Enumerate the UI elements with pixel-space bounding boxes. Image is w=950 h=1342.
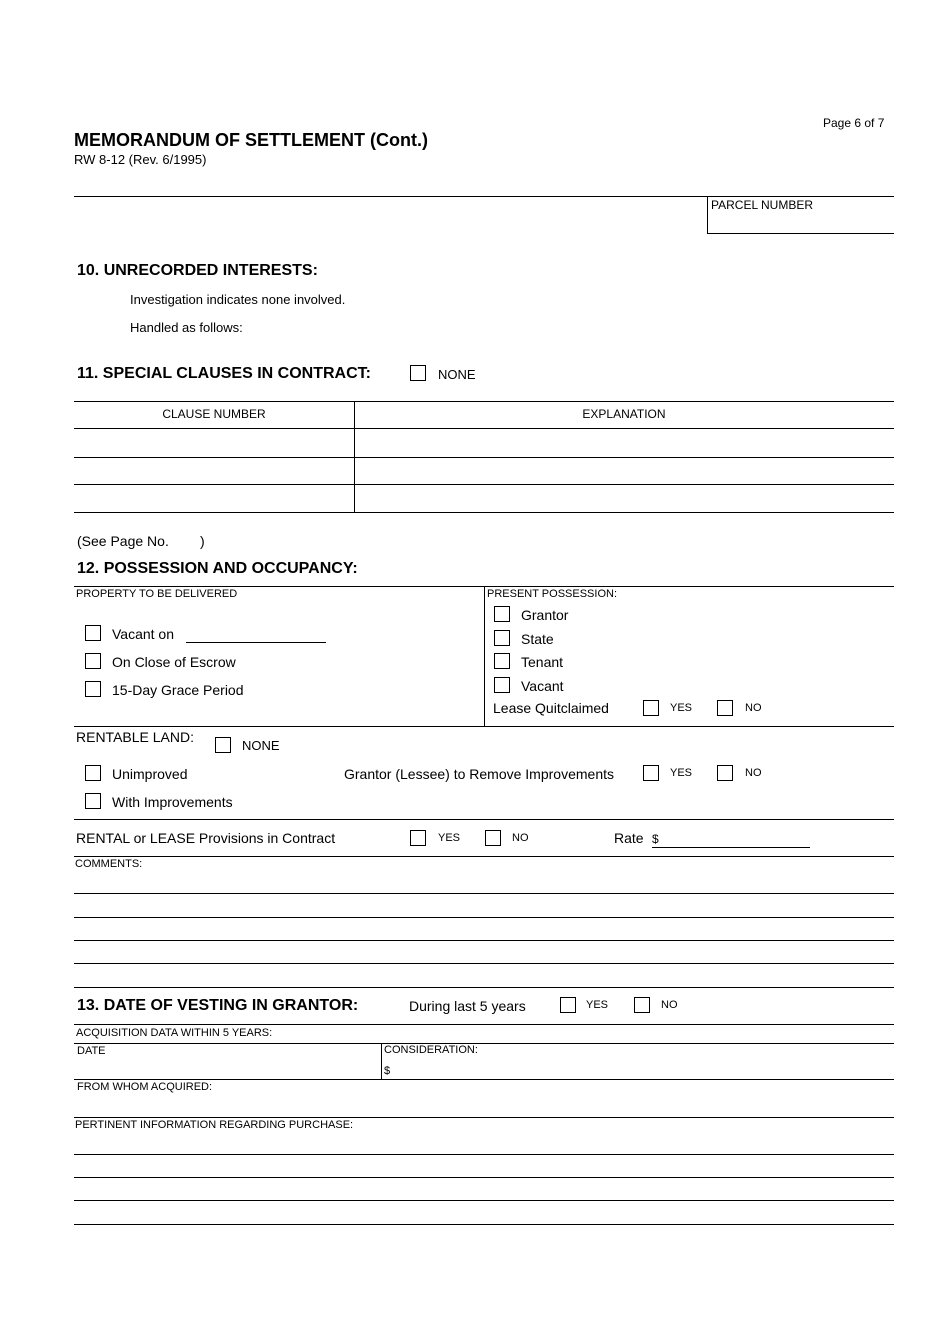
special-clauses-none-checkbox[interactable]	[410, 365, 426, 381]
clause-table-header-rule	[74, 428, 894, 429]
pertinent-information-label: PERTINENT INFORMATION REGARDING PURCHASE:	[75, 1119, 354, 1131]
section-11-title: 11. SPECIAL CLAUSES IN CONTRACT:	[77, 365, 371, 382]
remove-improvements-no-label: NO	[745, 767, 762, 779]
with-improvements-label: With Improvements	[112, 794, 233, 810]
rentable-none-checkbox[interactable]	[215, 737, 231, 753]
vacant-on-label: Vacant on	[112, 626, 175, 642]
comments-bottom-rule	[74, 987, 894, 988]
unimproved-label: Unimproved	[112, 766, 188, 782]
pertinent-line	[74, 1200, 894, 1201]
remove-improvements-no-checkbox[interactable]	[717, 765, 733, 781]
lease-quitclaimed-no-checkbox[interactable]	[717, 700, 733, 716]
explanation-field-2[interactable]	[358, 460, 890, 481]
date-label: DATE	[77, 1045, 106, 1057]
during-last-5-years-label: During last 5 years	[409, 998, 526, 1014]
explanation-field-1[interactable]	[358, 432, 890, 454]
see-page-text: (See Page No. )	[77, 533, 205, 549]
pertinent-information-field[interactable]	[78, 1133, 890, 1223]
lease-quitclaimed-yes-checkbox[interactable]	[643, 700, 659, 716]
section-13-title: 13. DATE OF VESTING IN GRANTOR:	[77, 997, 359, 1014]
remove-improvements-yes-label: YES	[670, 767, 693, 779]
lease-quitclaimed-no-label: NO	[745, 702, 762, 714]
acquisition-sub-rule	[74, 1043, 894, 1044]
during-last-5-years-no-label: NO	[661, 999, 678, 1011]
close-of-escrow-label: On Close of Escrow	[112, 654, 236, 670]
acquisition-data-label: ACQUISITION DATA WITHIN 5 YEARS:	[76, 1027, 273, 1039]
consideration-label: CONSIDERATION:	[384, 1044, 478, 1056]
consideration-field[interactable]	[394, 1059, 890, 1077]
parcel-box-left	[707, 196, 708, 234]
rental-provisions-no-label: NO	[512, 832, 529, 844]
grantor-checkbox[interactable]	[494, 606, 510, 622]
pertinent-line	[74, 1177, 894, 1178]
rental-provisions-no-checkbox[interactable]	[485, 830, 501, 846]
explanation-field-3[interactable]	[358, 487, 890, 509]
state-label: State	[521, 631, 554, 647]
rental-provisions-label: RENTAL or LEASE Provisions in Contract	[76, 830, 336, 846]
vacant-checkbox[interactable]	[494, 677, 510, 693]
during-last-5-years-no-checkbox[interactable]	[634, 997, 650, 1013]
unimproved-checkbox[interactable]	[85, 765, 101, 781]
pertinent-bottom-rule	[74, 1224, 894, 1225]
grace-period-label: 15-Day Grace Period	[112, 682, 244, 698]
explanation-header: EXPLANATION	[582, 407, 666, 421]
clause-number-field-1[interactable]	[78, 432, 350, 454]
close-of-escrow-checkbox[interactable]	[85, 653, 101, 669]
state-checkbox[interactable]	[494, 630, 510, 646]
date-consideration-divider	[381, 1043, 382, 1079]
grace-period-checkbox[interactable]	[85, 681, 101, 697]
section-12-title: 12. POSSESSION AND OCCUPANCY:	[77, 560, 358, 577]
parcel-number-label: PARCEL NUMBER	[711, 198, 814, 212]
tenant-checkbox[interactable]	[494, 653, 510, 669]
page-number: Page 6 of 7	[823, 116, 885, 130]
clause-number-field-2[interactable]	[78, 460, 350, 481]
clause-table-top	[74, 401, 894, 402]
comments-line	[74, 917, 894, 918]
rate-dollar-sign: $	[652, 832, 659, 846]
remove-improvements-label: Grantor (Lessee) to Remove Improvements	[344, 766, 614, 782]
comments-field[interactable]	[78, 872, 890, 986]
rate-field[interactable]	[652, 847, 810, 848]
header-rule	[74, 196, 894, 197]
rate-label: Rate	[614, 830, 644, 846]
clause-number-header: CLAUSE NUMBER	[162, 407, 266, 421]
section-10-title: 10. UNRECORDED INTERESTS:	[77, 262, 318, 279]
parcel-number-field[interactable]	[712, 214, 890, 231]
from-whom-acquired-label: FROM WHOM ACQUIRED:	[77, 1081, 213, 1093]
clause-table-bottom	[74, 512, 894, 513]
lease-quitclaimed-label: Lease Quitclaimed	[493, 700, 609, 716]
none-involved-text: Investigation indicates none involved.	[130, 292, 346, 307]
rentable-none-label: NONE	[242, 738, 280, 753]
consideration-dollar-sign: $	[384, 1065, 391, 1077]
during-last-5-years-yes-checkbox[interactable]	[560, 997, 576, 1013]
grantor-label: Grantor	[521, 607, 569, 623]
comments-line	[74, 940, 894, 941]
property-to-be-delivered-label: PROPERTY TO BE DELIVERED	[76, 588, 238, 600]
present-possession-label: PRESENT POSSESSION:	[487, 588, 618, 600]
rental-provisions-yes-checkbox[interactable]	[410, 830, 426, 846]
special-clauses-none-label: NONE	[438, 367, 476, 382]
comments-line	[74, 963, 894, 964]
parcel-box-bottom	[707, 233, 894, 234]
form-id: RW 8-12 (Rev. 6/1995)	[74, 152, 207, 167]
lease-quitclaimed-yes-label: YES	[670, 702, 693, 714]
pertinent-top-rule	[74, 1117, 894, 1118]
clause-table-row-rule	[74, 457, 894, 458]
vacant-on-checkbox[interactable]	[85, 625, 101, 641]
comments-top-rule	[74, 856, 894, 857]
from-whom-acquired-field[interactable]	[78, 1095, 890, 1115]
pertinent-line	[74, 1154, 894, 1155]
remove-improvements-yes-checkbox[interactable]	[643, 765, 659, 781]
vacant-label: Vacant	[521, 678, 564, 694]
during-last-5-years-yes-label: YES	[586, 999, 609, 1011]
page-title: MEMORANDUM OF SETTLEMENT (Cont.)	[74, 130, 428, 150]
handled-as-follows-text: Handled as follows:	[130, 320, 243, 335]
comments-label: COMMENTS:	[75, 858, 143, 870]
clause-number-field-3[interactable]	[78, 487, 350, 509]
possession-divider	[484, 586, 485, 726]
rentable-land-label: RENTABLE LAND:	[76, 729, 194, 745]
rental-top-rule	[74, 819, 894, 820]
vacant-on-date-field[interactable]	[186, 642, 326, 643]
comments-line	[74, 893, 894, 894]
rentable-top-rule	[74, 726, 894, 727]
with-improvements-checkbox[interactable]	[85, 793, 101, 809]
clause-table-row-rule	[74, 484, 894, 485]
acquisition-top-rule	[74, 1024, 894, 1025]
date-field[interactable]	[78, 1059, 376, 1077]
rental-provisions-yes-label: YES	[438, 832, 461, 844]
tenant-label: Tenant	[521, 654, 564, 670]
from-whom-top-rule	[74, 1079, 894, 1080]
